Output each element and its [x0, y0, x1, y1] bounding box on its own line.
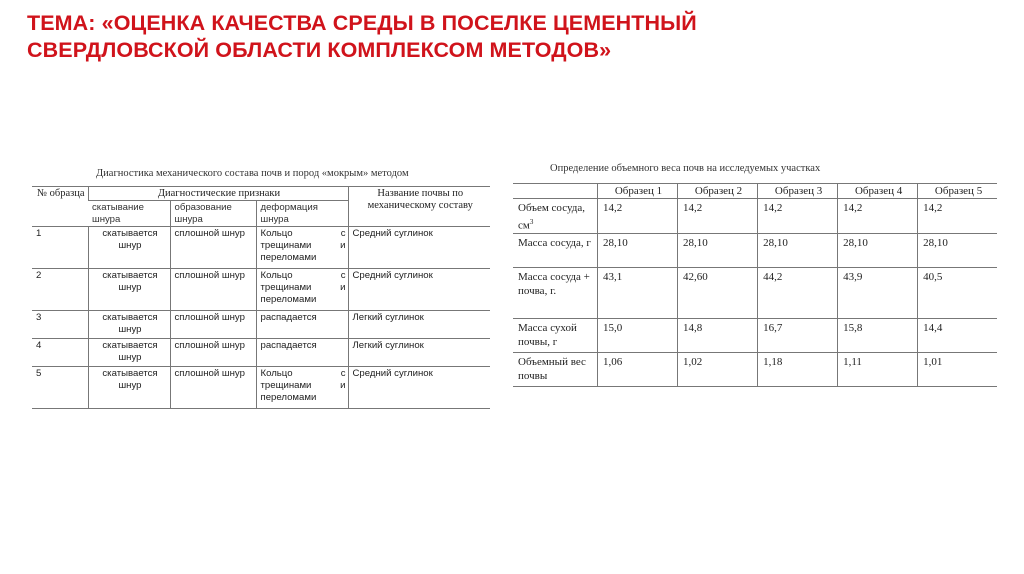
subheader-deformation: деформация шнура: [256, 201, 348, 227]
title-line-2: СВЕРДЛОВСКОЙ ОБЛАСТИ КОМПЛЕКСОМ МЕТОДОВ»: [27, 38, 612, 62]
value-cell: 14,2: [678, 199, 758, 234]
value-cell: 43,9: [838, 267, 918, 318]
bulk-density-table: [513, 183, 997, 387]
table1-caption: Диагностика механического состава почв и пород «мокрым» методом: [96, 168, 409, 179]
sample-number: 1: [32, 227, 88, 269]
value-cell: 1,11: [838, 352, 918, 386]
value-cell: 14,2: [598, 199, 678, 234]
value-cell: 28,10: [758, 233, 838, 267]
rolling-cell: скатывается шнур: [88, 339, 170, 367]
deformation-cell: распадается: [256, 311, 348, 339]
value-cell: 14,2: [918, 199, 997, 234]
table-row: [32, 227, 490, 269]
value-cell: 1,02: [678, 352, 758, 386]
header-sample-1: Образец 1: [598, 184, 678, 199]
table-row: [513, 199, 997, 234]
header-sample-3: Образец 3: [758, 184, 838, 199]
header-corner: [513, 184, 598, 199]
value-cell: 1,06: [598, 352, 678, 386]
value-cell: 40,5: [918, 267, 997, 318]
table-row: [513, 352, 997, 386]
row-label: Масса сухой почвы, г: [513, 318, 598, 352]
formation-cell: сплошной шнур: [170, 311, 256, 339]
row-label: Масса сосуда + почва, г.: [513, 267, 598, 318]
header-diagnostic-signs: Диагностические признаки: [88, 187, 348, 201]
header-soil-name: Название почвы по механическому составу: [348, 187, 490, 227]
value-cell: 16,7: [758, 318, 838, 352]
sample-number: 2: [32, 269, 88, 311]
value-cell: 14,4: [918, 318, 997, 352]
header-sample-2: Образец 2: [678, 184, 758, 199]
formation-cell: сплошной шнур: [170, 339, 256, 367]
rolling-cell: скатывается шнур: [88, 311, 170, 339]
subheader-formation: образование шнура: [170, 201, 256, 227]
sample-number: 4: [32, 339, 88, 367]
rolling-cell: скатывается шнур: [88, 367, 170, 409]
sample-number: 3: [32, 311, 88, 339]
formation-cell: сплошной шнур: [170, 227, 256, 269]
value-cell: 1,18: [758, 352, 838, 386]
header-sample-4: Образец 4: [838, 184, 918, 199]
header-sample-5: Образец 5: [918, 184, 997, 199]
table-row: [32, 269, 490, 311]
value-cell: 44,2: [758, 267, 838, 318]
table-row: [32, 339, 490, 367]
soil-composition-table: [32, 186, 490, 409]
value-cell: 43,1: [598, 267, 678, 318]
row-label: Объемный вес почвы: [513, 352, 598, 386]
value-cell: 28,10: [598, 233, 678, 267]
formation-cell: сплошной шнур: [170, 367, 256, 409]
value-cell: 15,8: [838, 318, 918, 352]
header-sample-number: № образца: [32, 187, 88, 227]
soil-name-cell: Средний суглинок: [348, 367, 490, 409]
table-row: [513, 267, 997, 318]
value-cell: 28,10: [678, 233, 758, 267]
rolling-cell: скатывается шнур: [88, 227, 170, 269]
formation-cell: сплошной шнур: [170, 269, 256, 311]
value-cell: 28,10: [838, 233, 918, 267]
soil-name-cell: Легкий суглинок: [348, 339, 490, 367]
table-row: [32, 311, 490, 339]
soil-name-cell: Средний суглинок: [348, 227, 490, 269]
soil-name-cell: Легкий суглинок: [348, 311, 490, 339]
row-label: Объем сосуда, $см^3$: [513, 199, 598, 234]
soil-name-cell: Средний суглинок: [348, 269, 490, 311]
table-row: [513, 233, 997, 267]
subheader-rolling: скатывание шнура: [88, 201, 170, 227]
value-cell: 15,0: [598, 318, 678, 352]
value-cell: 14,8: [678, 318, 758, 352]
rolling-cell: скатывается шнур: [88, 269, 170, 311]
title-line-1: ТЕМА: «ОЦЕНКА КАЧЕСТВА СРЕДЫ В ПОСЕЛКЕ ЦЕМЕНТНЫЙ: [27, 11, 697, 35]
value-cell: 14,2: [758, 199, 838, 234]
value-cell: 28,10: [918, 233, 997, 267]
deformation-cell: Кольцо с трещинами и переломами: [256, 227, 348, 269]
page-title: [27, 10, 997, 64]
value-cell: 42,60: [678, 267, 758, 318]
row-label: Масса сосуда, г: [513, 233, 598, 267]
table-row: [513, 318, 997, 352]
value-cell: 14,2: [838, 199, 918, 234]
deformation-cell: распадается: [256, 339, 348, 367]
header-row: [513, 184, 997, 199]
deformation-cell: Кольцо с трещинами и переломами: [256, 367, 348, 409]
value-cell: 1,01: [918, 352, 997, 386]
table-row: [32, 367, 490, 409]
table2-caption: Определение объемного веса почв на исследуемых участках: [550, 163, 821, 174]
sample-number: 5: [32, 367, 88, 409]
deformation-cell: Кольцо с трещинами и переломами: [256, 269, 348, 311]
